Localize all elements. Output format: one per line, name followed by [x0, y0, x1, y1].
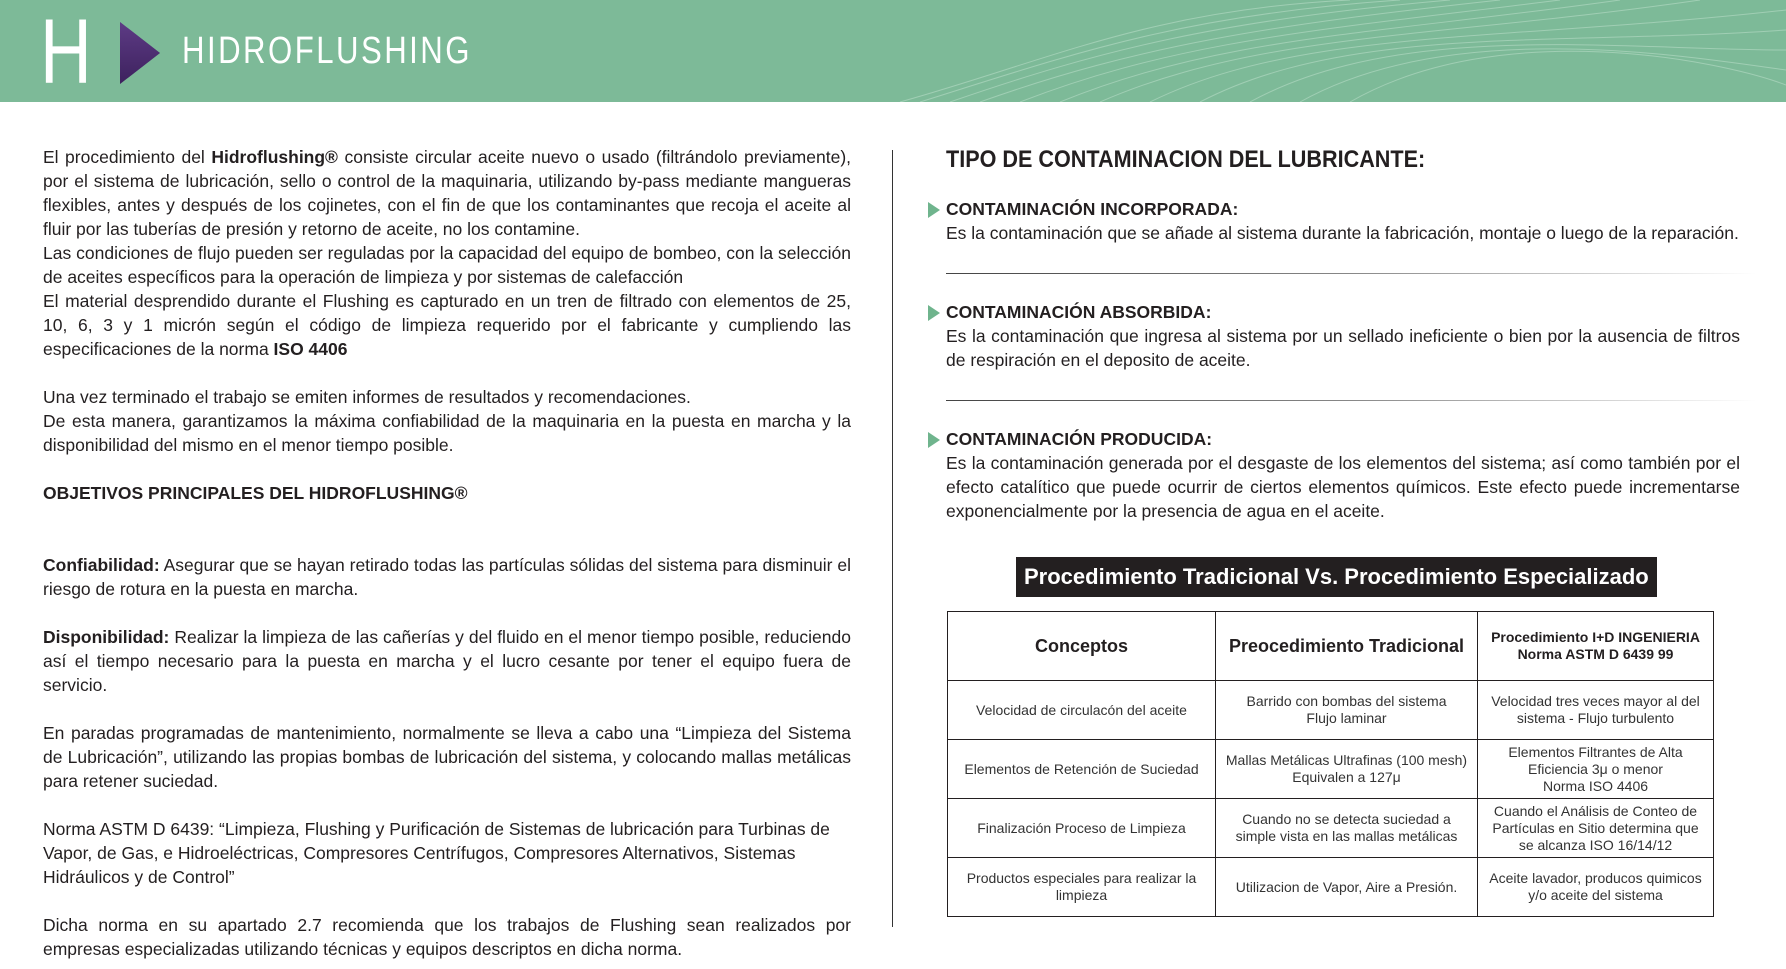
iso-standard: ISO 4406 — [273, 339, 348, 359]
contamination-item — [946, 300, 1740, 372]
disponibilidad-paragraph — [43, 625, 851, 697]
bullet-arrow-icon — [928, 432, 940, 448]
flow-paragraph: Las condiciones de flujo pueden ser reguladas por la capacidad del equipo de bombeo, con la selección de aceites específicos para la operación de limpieza y por sistemas de calefacción — [43, 243, 851, 287]
bullet-arrow-icon — [928, 305, 940, 321]
recommendation-paragraph: Dicha norma en su apartado 2.7 recomienda que los trabajos de Flushing sean realizados por empresas especializadas utilizando técnicas y equipos descriptos en dicha norma. — [43, 915, 851, 959]
table-cell: Velocidad de circulacón del aceite — [948, 681, 1216, 740]
table-row — [948, 799, 1714, 858]
table-cell: Barrido con bombas del sistema Flujo laminar — [1216, 681, 1478, 740]
item-heading: CONTAMINACIÓN INCORPORADA: — [946, 199, 1239, 219]
header-letter: H — [40, 1, 92, 102]
table-cell: Cuando el Análisis de Conteo de Partículas en Sitio determina que se alcanza ISO 16/14/12 — [1478, 799, 1714, 858]
play-arrow-icon — [120, 22, 160, 84]
reliability-paragraph: De esta manera, garantizamos la máxima confiabilidad de la maquinaria en la puesta en marcha y la disponibilidad del mismo en el menor tiempo posible. — [43, 411, 851, 455]
maintenance-paragraph: En paradas programadas de mantenimiento, normalmente se lleva a cabo una “Limpieza del Sistema de Lubricación”, utilizando las propias bombas de lubricación del sistema, y colocando mallas metálicas para retener suciedad. — [43, 723, 851, 791]
item-heading: CONTAMINACIÓN ABSORBIDA: — [946, 302, 1212, 322]
table-cell: Utilizacion de Vapor, Aire a Presión. — [1216, 858, 1478, 917]
right-column — [946, 145, 1740, 523]
objectives-heading: OBJETIVOS PRINCIPALES DEL HIDROFLUSHING® — [43, 483, 468, 503]
contamination-item — [946, 427, 1740, 523]
confiabilidad-paragraph — [43, 553, 851, 601]
table-cell: Aceite lavador, producos quimicos y/o aceite del sistema — [1478, 858, 1714, 917]
filter-paragraph — [43, 289, 851, 361]
left-column — [43, 145, 851, 961]
table-row — [948, 740, 1714, 799]
table-cell: Cuando no se detecta suciedad a simple vista en las mallas metálicas — [1216, 799, 1478, 858]
confiabilidad-label: Confiabilidad: — [43, 555, 160, 575]
table-row — [948, 858, 1714, 917]
confiabilidad-text: Asegurar que se hayan retirado todas las partículas sólidas del sistema para disminuir el riesgo de rotura en la puesta en marcha. — [43, 555, 851, 599]
disponibilidad-text: Realizar la limpieza de las cañerías y del fluido en el menor tiempo posible, reduciendo así el tiempo necesario para la puesta en marcha y el lucro cesante por tener el equipo fuera de servicio. — [43, 627, 851, 695]
table-cell: Velocidad tres veces mayor al del sistema - Flujo turbulento — [1478, 681, 1714, 740]
contamination-title: TIPO DE CONTAMINACION DEL LUBRICANTE: — [946, 146, 1426, 173]
contamination-item — [946, 197, 1740, 245]
comparison-table — [947, 611, 1714, 917]
separator-line — [946, 400, 1756, 401]
item-text: Es la contaminación que ingresa al sistema por un sellado ineficiente o bien por la ausencia de filtros de respiración en el deposito de aceite. — [946, 326, 1740, 370]
header-cell: Conceptos — [948, 612, 1216, 681]
intro-paragraph — [43, 145, 851, 241]
column-divider — [892, 150, 893, 927]
item-text: Es la contaminación generada por el desgaste de los elementos del sistema; así como también por el efecto catalítico que puede ocurrir de ciertos elementos químicos. Este efecto puede incrementarse exponencialmente por la presencia de agua en el aceite. — [946, 453, 1740, 521]
header-cell: Procedimiento I+D INGENIERIA Norma ASTM D 6439 99 — [1478, 612, 1714, 681]
comparison-banner: Procedimiento Tradicional Vs. Procedimiento Especializado — [1016, 557, 1657, 597]
header-band — [0, 0, 1786, 102]
table-row — [948, 681, 1714, 740]
header-cell: Preocedimiento Tradicional — [1216, 612, 1478, 681]
astm-paragraph: Norma ASTM D 6439: “Limpieza, Flushing y Purificación de Sistemas de lubricación para Turbinas de Vapor, de Gas, e Hidroeléctricas, Compresores Centrífugos, Compresores Alternativos, Sistemas Hidráulicos y de Control” — [43, 819, 830, 887]
table-header-row — [948, 612, 1714, 681]
bullet-arrow-icon — [928, 202, 940, 218]
table-cell: Mallas Metálicas Ultrafinas (100 mesh) Equivalen a 127μ — [1216, 740, 1478, 799]
item-text: Es la contaminación que se añade al sistema durante la fabricación, montaje o luego de la reparación. — [946, 223, 1739, 243]
item-heading: CONTAMINACIÓN PRODUCIDA: — [946, 429, 1213, 449]
table-cell: Productos especiales para realizar la limpieza — [948, 858, 1216, 917]
table-cell: Finalización Proceso de Limpieza — [948, 799, 1216, 858]
disponibilidad-label: Disponibilidad: — [43, 627, 170, 647]
reports-paragraph: Una vez terminado el trabajo se emiten informes de resultados y recomendaciones. — [43, 387, 691, 407]
filter-text: El material desprendido durante el Flushing es capturado en un tren de filtrado con elementos de 25, 10, 6, 3 y 1 micrón según el código de limpieza requerido por el fabricante y cumpliendo las especificaciones de la norma — [43, 291, 851, 359]
separator-line — [946, 273, 1756, 274]
intro-text-end: consiste circular aceite nuevo o usado (filtrándolo previamente), por el sistema de lubricación, sello o control de la maquinaria, utilizando by-pass mediante mangueras flexibles, antes y después de los cojinetes, con el fin de que los contaminantes que recoja el aceite al fluir por las tuberías de presión y retorno de aceite, no los contamine. — [43, 147, 852, 239]
table-cell: Elementos de Retención de Suciedad — [948, 740, 1216, 799]
brand-name: Hidroflushing® — [211, 147, 338, 167]
table-cell: Elementos Filtrantes de Alta Eficiencia 3μ o menor Norma ISO 4406 — [1478, 740, 1714, 799]
header-title: HIDROFLUSHING — [182, 30, 472, 72]
intro-text-start: El procedimiento del — [43, 147, 212, 167]
